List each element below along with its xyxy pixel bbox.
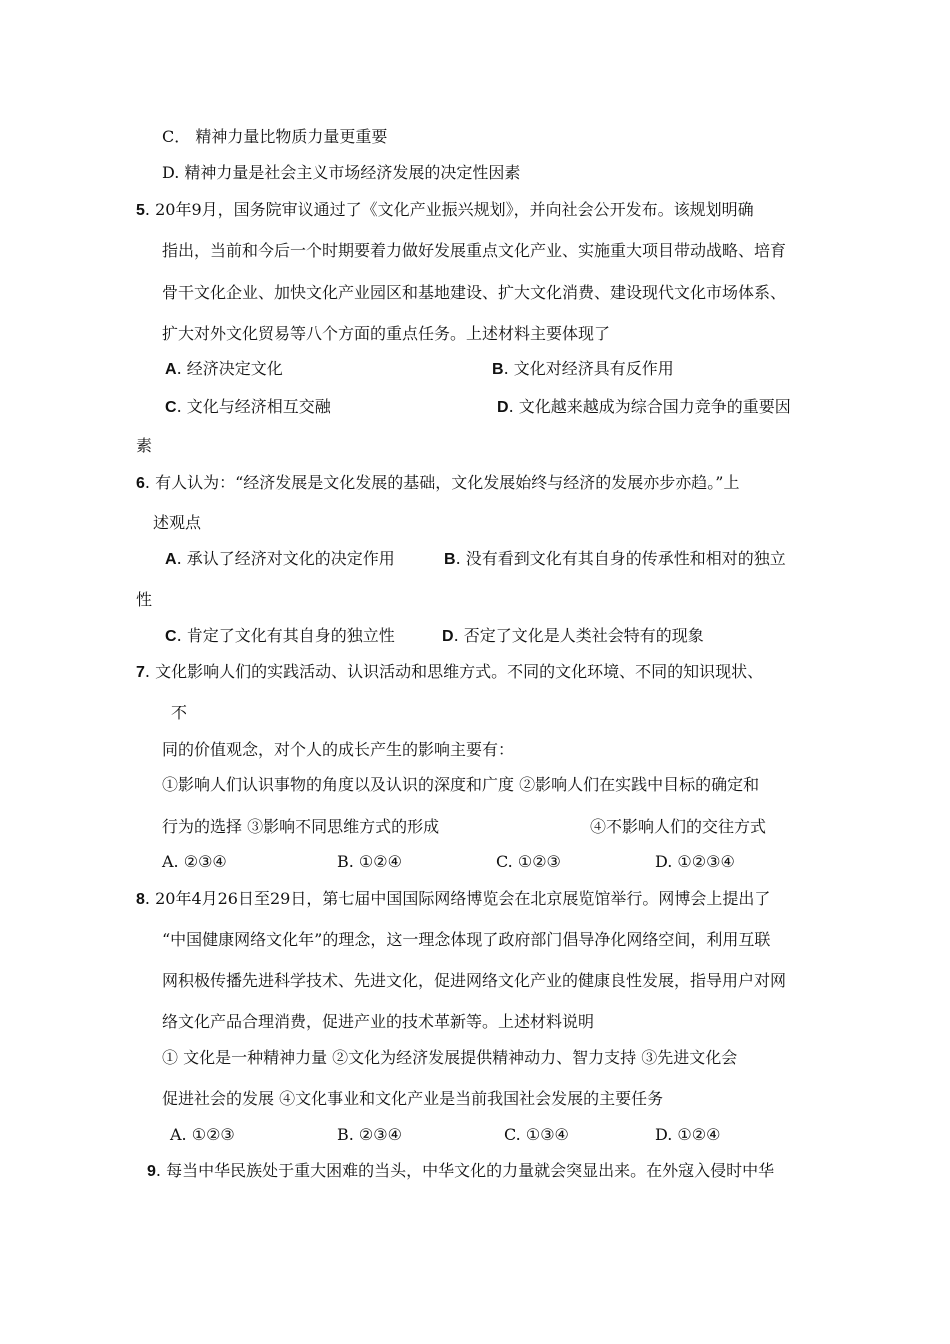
q6-option-b-label: B [444,551,456,568]
q5-option-c [165,397,331,418]
q7-stem-line-1 [136,662,763,683]
q6-option-a-label: A [165,551,177,568]
q7-stem-line-5b: ④不影响人们的交往方式 [590,817,767,836]
q8-stem-line-4: 络文化产品合理消费，促进产业的技术革新等。上述材料说明 [162,1012,595,1031]
q6-option-d-text: . 否定了文化是人类社会特有的现象 [453,626,704,645]
q8-stem-line-3: 网积极传播先进科学技术、先进文化，促进网络文化产业的健康良性发展，指导用户对网 [162,971,787,990]
q8-stem-line-5: ① 文化是一种精神力量 ②文化为经济发展提供精神动力、智力支持 ③先进文化会 [162,1048,738,1067]
q5-option-d [497,397,791,418]
q7-stem-line-3: 同的价值观念，对个人的成长产生的影响主要有： [162,740,515,759]
q5-option-b [492,359,674,380]
q8-stem-text-1: . 20年4月26日至29日，第七届中国国际网络博览会在北京展览馆举行。网博会上提出了 [144,889,771,908]
q7-stem-line-2: 不 [171,703,188,722]
q7-option-c: C. ①②③ [496,852,561,871]
q8-option-d: D. ①②④ [655,1125,721,1144]
q6-stem-text-1: . 有人认为：“经济发展是文化发展的基础，文化发展始终与经济的发展亦步亦趋。”上 [144,473,740,492]
q7-stem-text-1: . 文化影响人们的实践活动、认识活动和思维方式。不同的文化环境、不同的知识现状、 [144,662,764,681]
q7-option-a: A. ②③④ [162,852,227,871]
q5-number: 5 [136,202,145,219]
q6-stem-line-2: 述观点 [153,513,202,532]
q5-stem-line-2: 指出，当前和今后一个时期要着力做好发展重点文化产业、实施重大项目带动战略、培育 [162,241,787,260]
q6-option-c-label: C [165,628,177,645]
q8-option-b: B. ②③④ [337,1125,402,1144]
q6-number: 6 [136,475,145,492]
q7-option-b: B. ①②④ [337,852,402,871]
q9-stem-line-1 [147,1161,774,1182]
q4-option-d: D. 精神力量是社会主义市场经济发展的决定性因素 [162,163,521,182]
q6-option-b-text: . 没有看到文化有其自身的传承性和相对的独立 [455,549,786,568]
q5-stem-line-4: 扩大对外文化贸易等八个方面的重点任务。上述材料主要体现了 [162,324,611,343]
q5-option-b-text: . 文化对经济具有反作用 [503,359,674,378]
q5-stem-text-1: . 20年9月，国务院审议通过了《文化产业振兴规划》，并向社会公开发布。该规划明确 [144,200,754,219]
q5-stem-line-3: 骨干文化企业、加快文化产业园区和基地建设、扩大文化消费、建设现代文化市场体系、 [162,283,787,302]
q5-option-d-text: . 文化越来越成为综合国力竞争的重要因 [508,397,791,416]
q5-stem-line-1 [136,200,754,221]
q6-stem-line-1 [136,473,739,494]
q8-stem-line-6: 促进社会的发展 ④文化事业和文化产业是当前我国社会发展的主要任务 [162,1089,664,1108]
q5-option-b-label: B [492,361,504,378]
q4-option-c: C． 精神力量比物质力量更重要 [162,127,388,146]
q5-option-c-label: C [165,399,177,416]
q6-option-a-text: . 承认了经济对文化的决定作用 [176,549,395,568]
q8-number: 8 [136,891,145,908]
q9-number: 9 [147,1163,156,1180]
q6-option-b [444,549,786,570]
q7-option-d: D. ①②③④ [655,852,735,871]
q8-option-a: A. ①②③ [170,1125,235,1144]
q6-option-a [165,549,395,570]
q7-number: 7 [136,664,145,681]
q6-option-c [165,626,395,647]
q8-stem-line-1 [136,889,770,910]
q7-stem-line-4: ①影响人们认识事物的角度以及认识的深度和广度 ②影响人们在实践中目标的确定和 [162,775,760,794]
q5-option-d-continued: 素 [136,436,153,455]
q9-stem-text-1: . 每当中华民族处于重大困难的当头，中华文化的力量就会突显出来。在外寇入侵时中华 [155,1161,775,1180]
q5-option-a-label: A [165,361,177,378]
q7-stem-line-5a: 行为的选择 ③影响不同思维方式的形成 [162,817,440,836]
q5-option-a [165,359,283,380]
q5-option-d-label: D [497,399,509,416]
q5-option-c-text: . 文化与经济相互交融 [176,397,331,416]
q6-option-d [442,626,704,647]
q5-option-a-text: . 经济决定文化 [176,359,283,378]
q8-option-c: C. ①③④ [504,1125,569,1144]
q6-option-b-continued: 性 [136,590,153,609]
q8-stem-line-2: “中国健康网络文化年”的理念，这一理念体现了政府部门倡导净化网络空间，利用互联 [162,930,771,949]
q6-option-c-text: . 肯定了文化有其自身的独立性 [176,626,395,645]
q6-option-d-label: D [442,628,454,645]
